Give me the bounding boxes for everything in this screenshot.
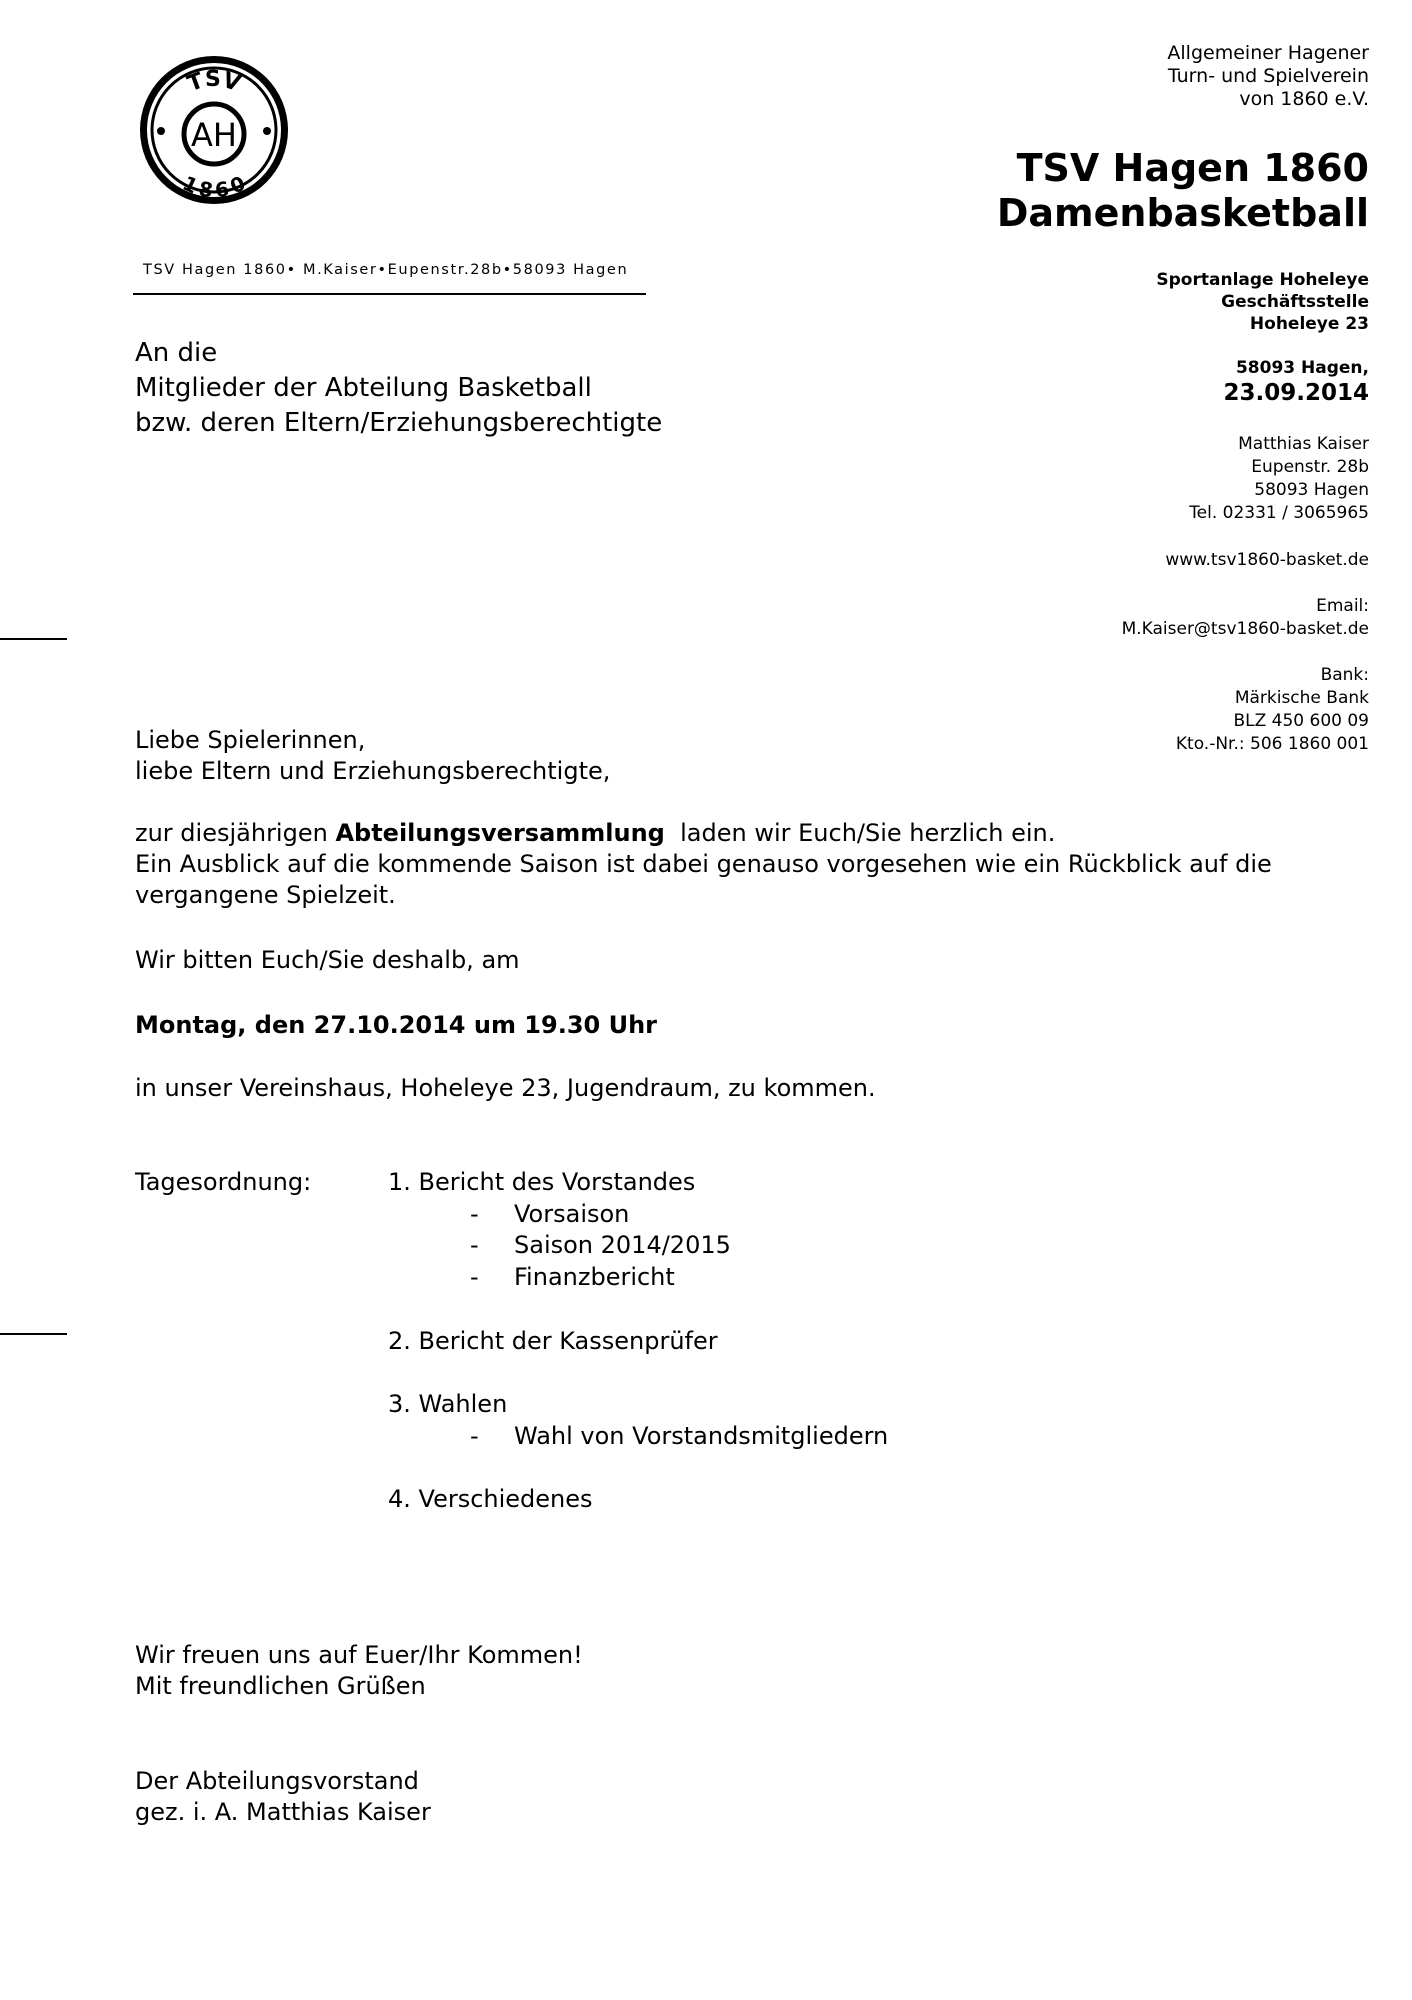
closing-line: Wir freuen uns auf Euer/Ihr Kommen! [135, 1641, 583, 1669]
agenda-sub-label: Vorsaison [514, 1200, 630, 1228]
agenda-item-4: 4. Verschiedenes [388, 1485, 593, 1513]
recipient-address [135, 336, 662, 441]
agenda-item-1: 1. Bericht des Vorstandes [388, 1168, 696, 1196]
contact-name: Matthias Kaiser [1238, 434, 1369, 454]
contact-block [1189, 433, 1369, 525]
intro-line-2: Ein Ausblick auf die kommende Saison ist dabei genauso vorgesehen wie ein Rückblick auf die [135, 850, 1272, 878]
dash-icon: - [470, 1263, 479, 1291]
fold-mark-middle [0, 1333, 67, 1335]
letterhead-title-line2: Damenbasketball [996, 191, 1369, 235]
meeting-datetime: Montag, den 27.10.2014 um 19.30 Uhr [135, 1011, 657, 1039]
bank-name: Märkische Bank [1234, 688, 1369, 708]
intro-post: laden wir Euch/Sie herzlich ein. [664, 819, 1056, 847]
letterhead-title-line1: TSV Hagen 1860 [1016, 146, 1369, 190]
email-label: Email: [1316, 596, 1369, 616]
meeting-name: Abteilungsversammlung [335, 819, 665, 847]
dash-icon: - [470, 1231, 479, 1259]
fold-mark-top [0, 638, 67, 640]
letter-date: 23.09.2014 [1223, 380, 1369, 406]
logo-bottom-text: 1860 [178, 171, 250, 203]
recipient-line: Mitglieder der Abteilung Basketball [135, 373, 592, 403]
agenda-item-2: 2. Bericht der Kassenprüfer [388, 1327, 718, 1355]
agenda-sub-label: Wahl von Vorstandsmitgliedern [514, 1422, 889, 1450]
club-name-line: Turn- und Spielverein [1167, 65, 1369, 87]
contact-city: 58093 Hagen [1254, 480, 1369, 500]
intro-line-3: vergangene Spielzeit. [135, 881, 396, 909]
request-text: Wir bitten Euch/Sie deshalb, am [135, 946, 520, 974]
bank-code: BLZ 450 600 09 [1233, 711, 1369, 731]
agenda-sub-label: Finanzbericht [514, 1263, 675, 1291]
sender-divider [133, 293, 646, 295]
closing [135, 1640, 583, 1702]
venue-line: Geschäftsstelle [1221, 292, 1369, 312]
signature-block [135, 1766, 431, 1828]
club-seal-icon [138, 54, 290, 206]
club-name-line: von 1860 e.V. [1239, 88, 1369, 110]
email-link[interactable]: M.Kaiser@tsv1860-basket.de [1121, 619, 1369, 639]
bank-label: Bank: [1320, 665, 1369, 685]
email-block [1122, 595, 1369, 641]
contact-phone: Tel. 02331 / 3065965 [1189, 503, 1369, 523]
logo-top-text: TSV [184, 66, 244, 98]
salutation [135, 725, 610, 787]
signature-line: gez. i. A. Matthias Kaiser [135, 1798, 431, 1826]
club-logo [138, 54, 290, 206]
venue-block [1156, 269, 1369, 335]
logo-monogram: AH [191, 116, 237, 154]
salutation-line: liebe Eltern und Erziehungsberechtigte, [135, 757, 611, 785]
venue-line: Hoheleye 23 [1249, 314, 1369, 334]
meeting-location: in unser Vereinshaus, Hoheleye 23, Jugendraum, zu kommen. [135, 1074, 876, 1102]
place-date-block [1223, 357, 1369, 407]
club-name-line: Allgemeiner Hagener [1167, 42, 1369, 64]
agenda-sub-label: Saison 2014/2015 [514, 1231, 731, 1259]
sender-return-address: TSV Hagen 1860• M.Kaiser•Eupenstr.28b•58093 Hagen [143, 262, 629, 278]
bank-block [1176, 664, 1369, 756]
intro-pre: zur diesjährigen [135, 819, 336, 847]
intro-line-1 [135, 818, 1272, 849]
agenda-item-3: 3. Wahlen [388, 1390, 508, 1418]
venue-line: Sportanlage Hoheleye [1156, 270, 1369, 290]
contact-street: Eupenstr. 28b [1251, 457, 1369, 477]
website-link[interactable]: www.tsv1860-basket.de [1165, 550, 1369, 570]
letterhead-title [997, 146, 1369, 236]
club-full-name [1167, 42, 1369, 111]
bank-account: Kto.-Nr.: 506 1860 001 [1175, 734, 1369, 754]
recipient-line: An die [135, 338, 218, 368]
dash-icon: - [470, 1422, 479, 1450]
dash-icon: - [470, 1200, 479, 1228]
intro-paragraph [135, 818, 1272, 911]
signature-line: Der Abteilungsvorstand [135, 1767, 419, 1795]
salutation-line: Liebe Spielerinnen, [135, 726, 366, 754]
closing-line: Mit freundlichen Grüßen [135, 1672, 426, 1700]
letter-place: 58093 Hagen, [1235, 358, 1369, 378]
recipient-line: bzw. deren Eltern/Erziehungsberechtigte [135, 408, 663, 438]
agenda-label: Tagesordnung: [135, 1168, 312, 1196]
